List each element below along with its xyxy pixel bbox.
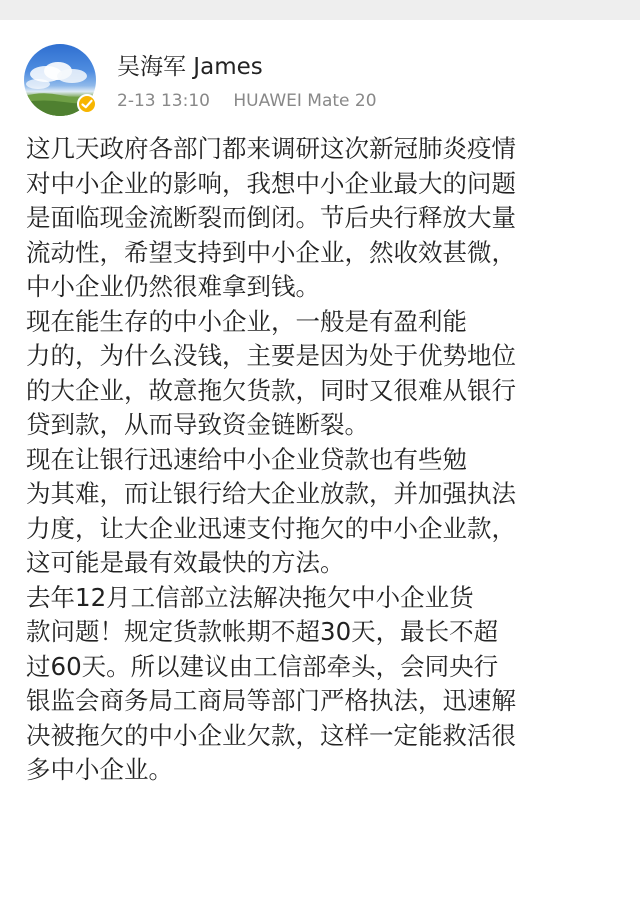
- post-timestamp: 2-13 13:10: [117, 91, 210, 111]
- post-header: [24, 44, 624, 116]
- username[interactable]: 吴海军 James: [117, 54, 263, 80]
- post-body: [26, 132, 626, 788]
- post-paragraph: 去年12月工信部立法解决拖欠中小企业货 款问题！规定货款帐期不超30天，最长不超 过60天。所以建议由工信部牵头，会同央行 银监会商务局工商局等部门严格执法，迅速解 决被拖欠的中小企业欠款，这样一定能救活很 多中小企业。: [26, 582, 516, 784]
- post-paragraph: 这几天政府各部门都来调研这次新冠肺炎疫情 对中小企业的影响，我想中小企业最大的问题 是面临现金流断裂而倒闭。节后央行释放大量 流动性，希望支持到中小企业，然收效甚微， 中小企业仍然很难拿到钱。: [26, 134, 516, 301]
- post-meta: [117, 90, 395, 112]
- post-paragraph: 现在让银行迅速给中小企业贷款也有些勉 为其难，而让银行给大企业放款，并加强执法 力度，让大企业迅速支付拖欠的中小企业款， 这可能是最有效最快的方法。: [26, 444, 516, 577]
- post-paragraph: 现在能生存的中小企业，一般是有盈利能 力的，为什么没钱，主要是因为处于优势地位 的大企业，故意拖欠货款，同时又很难从银行 贷到款，从而导致资金链断裂。: [26, 306, 516, 439]
- top-bar: [0, 0, 640, 20]
- device-name: HUAWEI Mate 20: [233, 91, 377, 111]
- verified-badge-icon: [77, 94, 97, 114]
